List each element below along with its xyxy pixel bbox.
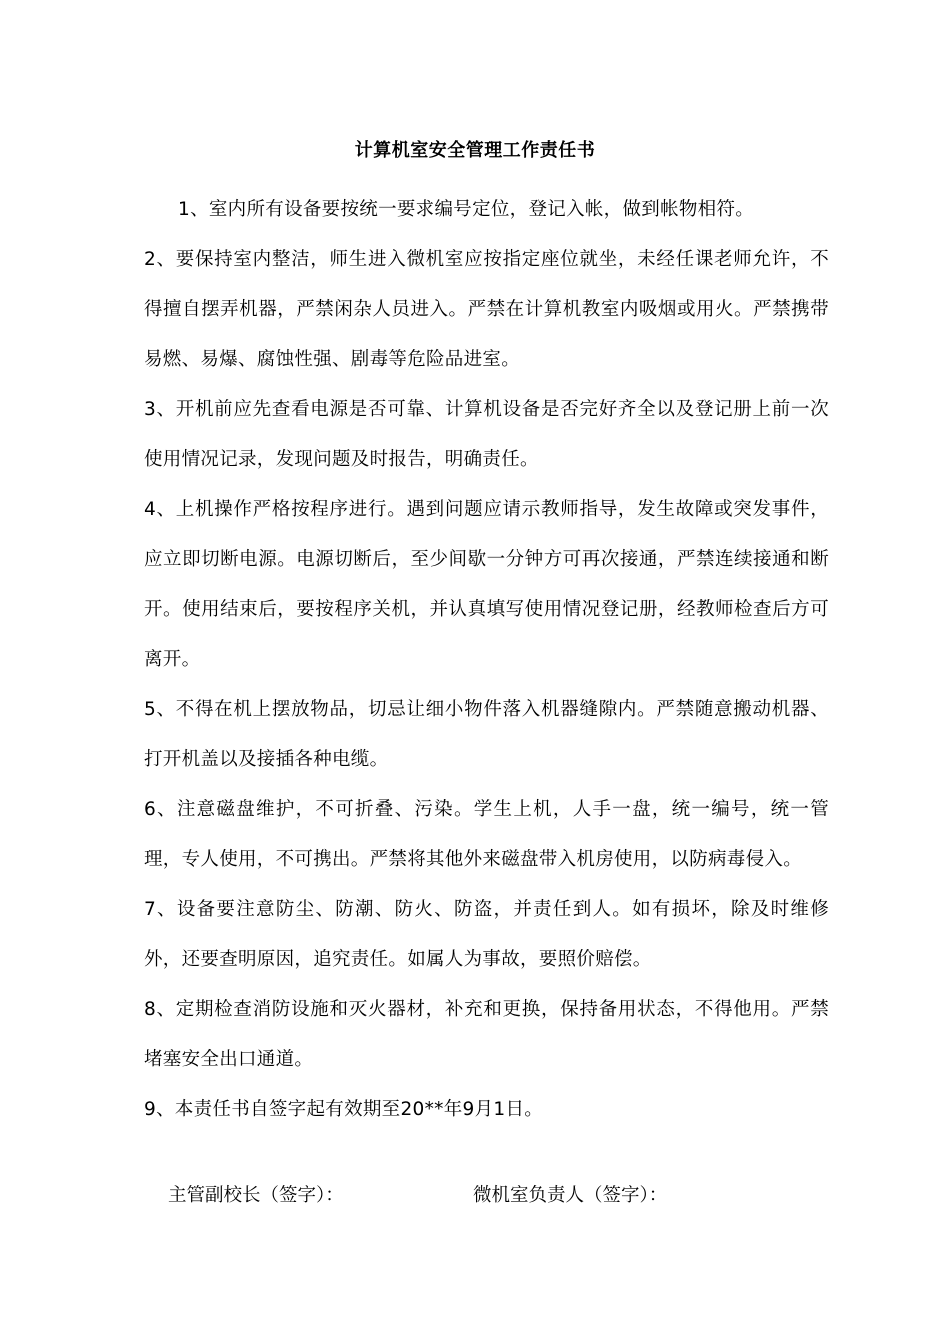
clause-1: 1、室内所有设备要按统一要求编号定位，登记入帐，做到帐物相符。 <box>178 199 755 220</box>
clause-6: 6、注意磁盘维护，不可折叠、污染。学生上机，人手一盘，统一编号，统一管理，专人使用，不可携出。严禁将其他外来磁盘带入机房使用，以防病毒侵入。 <box>144 799 829 870</box>
document-title: 计算机室安全管理工作责任书 <box>354 140 596 161</box>
clause-4: 4、上机操作严格按程序进行。遇到问题应请示教师指导，发生故障或突发事件，应立即切断电源。电源切断后，至少间歇一分钟方可再次接通，严禁连续接通和断开。使用结束后，要按程序关机，并认真填写使用情况登记册，经教师检查后方可离开。 <box>144 499 829 670</box>
lab-manager-signature-label: 微机室负责人（签字）： <box>473 1185 668 1206</box>
vice-principal-signature-label: 主管副校长（签字）： <box>168 1185 344 1206</box>
signature-block <box>0 1180 950 1212</box>
clause-9: 9、本责任书自签字起有效期至20**年9月1日。 <box>144 1099 544 1120</box>
clause-5: 5、不得在机上摆放物品，切忌让细小物件落入机器缝隙内。严禁随意搬动机器、打开机盖以及接插各种电缆。 <box>144 699 829 770</box>
clause-8: 8、定期检查消防设施和灭火器材，补充和更换，保持备用状态，不得他用。严禁堵塞安全出口通道。 <box>144 999 829 1070</box>
clause-7: 7、设备要注意防尘、防潮、防火、防盗，并责任到人。如有损坏，除及时维修外，还要查明原因，追究责任。如属人为事故，要照价赔偿。 <box>144 899 829 970</box>
clause-2: 2、要保持室内整洁，师生进入微机室应按指定座位就坐，未经任课老师允许，不得擅自摆弄机器，严禁闲杂人员进入。严禁在计算机教室内吸烟或用火。严禁携带易燃、易爆、腐蚀性强、剧毒等危险品进室。 <box>144 249 829 370</box>
clause-3: 3、开机前应先查看电源是否可靠、计算机设备是否完好齐全以及登记册上前一次使用情况记录，发现问题及时报告，明确责任。 <box>144 399 829 470</box>
document-body <box>144 185 829 1135</box>
